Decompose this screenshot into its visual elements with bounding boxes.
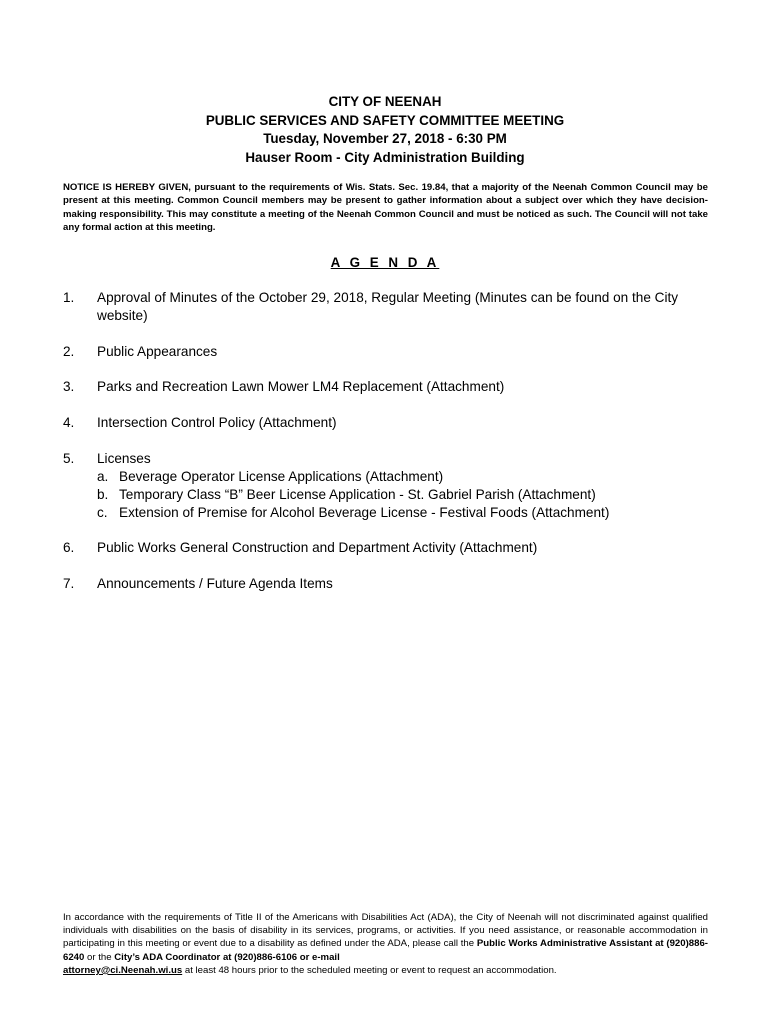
agenda-item-text: Parks and Recreation Lawn Mower LM4 Replacement (Attachment) <box>97 379 505 394</box>
meeting-header <box>0 93 770 168</box>
agenda-item-text: Announcements / Future Agenda Items <box>97 576 333 591</box>
subitem-letter: b. <box>97 487 109 502</box>
agenda-heading: A G E N D A <box>330 255 440 270</box>
agenda-item-number: 4. <box>63 415 75 430</box>
meeting-location: Hauser Room - City Administration Building <box>245 150 525 166</box>
meeting-title: PUBLIC SERVICES AND SAFETY COMMITTEE MEETING <box>205 112 565 128</box>
agenda-item-number: 7. <box>63 576 75 591</box>
agenda-item-text: Public Appearances <box>97 344 218 359</box>
ada-notice: In accordance with the requirements of Title II of the Americans with Disabilities Act (ADA), the City of Neenah will not discriminated against qualified individuals with disabilities on the basis of disability in its services, programs, or activities. If you need assistance, or reasonable accommodation in participating in this meeting or event due to a disability as defined under the ADA, please call the Public Works Administrative Assistant at (920)886-6240 or the City’s ADA Coordinator at (920)886-6106 or e-mail attorney@ci.Neenah.wi.us at least 48 hours prior to the scheduled meeting or event to request an accommodation. <box>63 912 708 976</box>
agenda-item-number: 3. <box>63 379 75 394</box>
agenda-item-number: 1. <box>63 290 75 305</box>
agenda-item-text: Public Works General Construction and Department Activity (Attachment) <box>97 540 538 555</box>
agenda-item-number: 6. <box>63 540 75 555</box>
agenda-item-text: Approval of Minutes of the October 29, 2018, Regular Meeting (Minutes can be found on the City website) <box>97 290 679 323</box>
agenda-item-text: Intersection Control Policy (Attachment) <box>97 415 337 430</box>
agenda-subitem-c <box>97 504 712 522</box>
agenda-item-text: Licenses <box>97 451 151 466</box>
meeting-date: Tuesday, November 27, 2018 - 6:30 PM <box>263 131 507 147</box>
subitem-text: Beverage Operator License Applications (Attachment) <box>119 469 444 484</box>
email-link[interactable]: attorney@ci.Neenah.wi.us <box>63 964 183 976</box>
agenda-item-number: 2. <box>63 344 75 359</box>
ada-coordinator-contact: City’s ADA Coordinator at (920)886-6106 or e-mail <box>114 951 340 963</box>
agenda-subitem-b <box>97 486 712 504</box>
agenda-item-number: 5. <box>63 451 75 466</box>
public-notice: NOTICE IS HEREBY GIVEN, pursuant to the requirements of Wis. Stats. Sec. 19.84, that a majority of the Neenah Common Council may be present at this meeting. Common Council members may be present to gather information about a subject over which they have decision-making responsibility. This may constitute a meeting of the Neenah Common Council and must be noticed as such. The Council will not take any formal action at this meeting. <box>63 182 708 234</box>
agenda-subitem-a <box>97 468 712 486</box>
subitem-letter: c. <box>97 505 108 520</box>
subitem-letter: a. <box>97 469 109 484</box>
city-name: CITY OF NEENAH <box>328 94 442 109</box>
public-works-contact: Public Works Administrative Assistant at (920)886-6240 <box>63 938 708 963</box>
subitem-text: Temporary Class “B” Beer License Application - St. Gabriel Parish (Attachment) <box>119 487 596 502</box>
subitem-text: Extension of Premise for Alcohol Beverage License - Festival Foods (Attachment) <box>119 505 610 520</box>
